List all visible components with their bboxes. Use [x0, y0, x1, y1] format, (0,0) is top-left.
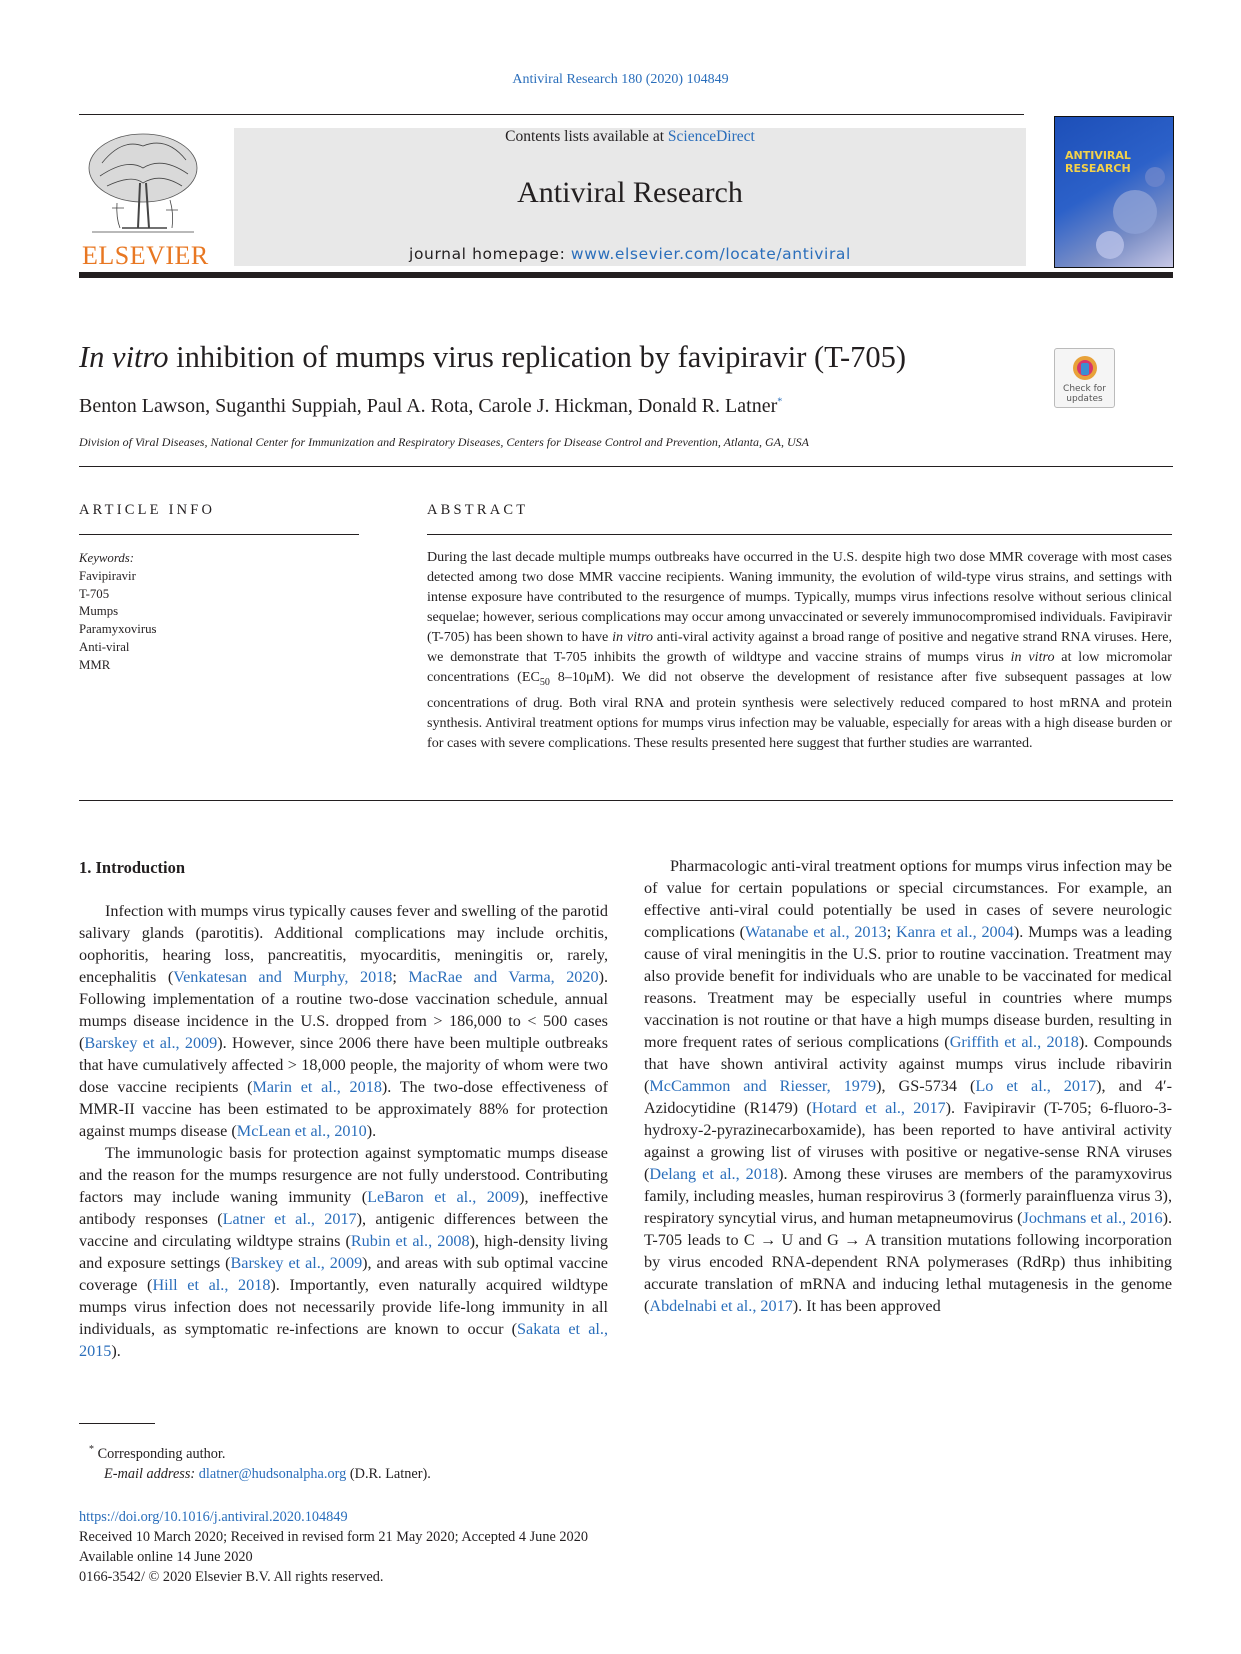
abstract-part: anti-viral activity against a broad range of positive and negative strand RNA viruses. Here, we demonstrate that T-705 inhibits the growth of wildtype and vaccine strains of mumps virus: [427, 629, 1172, 665]
body-left-column: [79, 900, 608, 1362]
doi-link[interactable]: https://doi.org/10.1016/j.antiviral.2020.104849: [79, 1509, 348, 1525]
citation-link[interactable]: Hotard et al., 2017: [811, 1099, 946, 1117]
citation-link[interactable]: Lo et al., 2017: [975, 1077, 1097, 1095]
keyword-item: Anti-viral: [79, 639, 130, 654]
citation-link[interactable]: Delang et al., 2018: [649, 1165, 779, 1183]
footnote-text: Corresponding author.: [94, 1445, 226, 1462]
cover-title-line1: ANTIVIRAL: [1065, 149, 1131, 162]
elsevier-tree-logo: [82, 128, 204, 240]
citation-link[interactable]: Abdelnabi et al., 2017: [649, 1297, 793, 1315]
citation-link[interactable]: Venkatesan and Murphy, 2018: [173, 968, 393, 986]
check-for-updates-button[interactable]: [1054, 348, 1115, 408]
contents-line: [234, 128, 1026, 146]
journal-cover-image: [1054, 116, 1174, 268]
affiliation: Division of Viral Diseases, National Center for Immunization and Respiratory Diseases, Centers for Disease Control and Prevention, Atlanta, GA, USA: [79, 435, 809, 449]
copyright: 0166-3542/ © 2020 Elsevier B.V. All rights reserved.: [79, 1569, 384, 1585]
citation-link[interactable]: Griffith et al., 2018: [949, 1033, 1079, 1051]
keywords-label: Keywords:: [79, 551, 134, 565]
title-rest: inhibition of mumps virus replication by favipiravir (T-705): [168, 340, 907, 374]
footnote-rule: [79, 1423, 155, 1424]
received-dates: Received 10 March 2020; Received in revised form 21 May 2020; Accepted 4 June 2020: [79, 1529, 588, 1545]
body-right-column: [644, 855, 1172, 1317]
citation-link[interactable]: Hill et al., 2018: [152, 1276, 271, 1294]
abstract-rule: [427, 534, 1172, 535]
contents-prefix: Contents lists available at: [505, 128, 668, 145]
citation-link[interactable]: Latner et al., 2017: [222, 1210, 357, 1228]
email-link[interactable]: dlatner@hudsonalpha.org: [198, 1465, 347, 1482]
citation-link[interactable]: Sakata et al., 2015: [79, 1320, 609, 1360]
journal-title: Antiviral Research: [517, 176, 743, 209]
keywords-block: [79, 550, 156, 675]
citation-link[interactable]: McCammon and Riesser, 1979: [649, 1077, 877, 1095]
keyword-item: MMR: [79, 657, 111, 672]
authors-text: Benton Lawson, Suganthi Suppiah, Paul A. Rota, Carole J. Hickman, Donald R. Latner: [79, 395, 778, 417]
abstract-part: During the last decade multiple mumps outbreaks have occurred in the U.S. despite high two dose MMR coverage with most cases detected among two dose MMR vaccine recipients. Waning immunity, the evolution of wild-type virus strains, and settings with intense exposure have contributed to the resurgence of mumps. Typically, mumps virus infections resolve without serious clinical sequelae; however, serious complications may occur among unvaccinated or severely immunocompromised individuals. Favipiravir (T-705) has been shown to have: [427, 549, 1172, 645]
homepage-link[interactable]: www.elsevier.com/locate/antiviral: [570, 245, 851, 263]
title-italic: In vitro: [79, 340, 169, 374]
abstract-subscript: 50: [539, 676, 550, 688]
intro-paragraph-2: The immunologic basis for protection against symptomatic mumps disease and the reason for the mumps resurgence are not fully understood. Contributing factors may include waning immunity (LeBaron et al., 2009), ineffective antibody responses (Latner et al., 2017), antigenic differences between the vaccine and circulating wildtype strains (Rubin et al., 2008), high-density living and exposure settings (Barskey et al., 2009), and areas with sub optimal vaccine coverage (Hill et al., 2018). Importantly, even naturally acquired wildtype mumps virus infection does not necessarily provide life-long immunity in all individuals, as symptomatic re-infections are known to occur (Sakata et al., 2015).: [79, 1144, 609, 1360]
citation-link[interactable]: Barskey et al., 2009: [230, 1254, 363, 1272]
email-suffix: (D.R. Latner).: [346, 1465, 431, 1482]
intro-paragraph-3: Pharmacologic anti-viral treatment options for mumps virus infection may be of value for certain populations or special circumstances. For example, an effective anti-viral could potentially be used in cases of severe neurologic complications (Watanabe et al., 2013; Kanra et al., 2004). Mumps was a leading cause of viral meningitis in the U.S. prior to routine vaccination. Treatment may also provide benefit for individuals who are unable to be vaccinated for medical reasons. Treatment may be especially useful in countries where mumps vaccination is not routine or that have a high mumps disease burden, resulting in more frequent rates of serious complications (Griffith et al., 2018). Compounds that have shown antiviral activity against mumps virus include ribavirin (McCammon and Riesser, 1979), GS-5734 (Lo et al., 2017), and 4′-Azidocytidine (R1479) (Hotard et al., 2017). Favipiravir (T-705; 6-fluoro-3-hydroxy-2-pyrazinecarboxamide), has been reported to have antiviral activity against a growing list of viruses with positive or negative-sense RNA viruses (Delang et al., 2018). Among these viruses are members of the paramyxovirus family, including measles, human respirovirus 3 (formerly parainfluenza virus 3), respiratory syncytial virus, and human metapneumovirus (Jochmans et al., 2016). T-705 leads to C → U and G → A transition mutations following incorporation by virus encoded RNA-dependent RNA polymerases (RdRp) thus inhibiting accurate translation of mRNA and inducing lethal mutagenesis in the genome (Abdelnabi et al., 2017). It has been approved: [644, 857, 1172, 1315]
corresponding-author-note: [79, 1440, 431, 1464]
article-info-heading: ARTICLE INFO: [79, 502, 216, 518]
keyword-item: Mumps: [79, 604, 119, 619]
citation-link[interactable]: Watanabe et al., 2013: [745, 923, 887, 941]
abstract-part: 8–10μM). We did not observe the development of resistance after five subsequent passages at low concentrations of drug. Both viral RNA and protein synthesis were selectively reduced compared to host mRNA and protein synthesis. Antiviral treatment options for mumps virus infection may be valuable, especially for areas with a high disease burden or for cases with severe complications. These results presented here suggest that further studies are warranted.: [427, 669, 1172, 751]
cover-title-line2: RESEARCH: [1065, 162, 1131, 175]
keyword-item: Favipiravir: [79, 568, 136, 583]
header-top-rule: [79, 114, 1024, 115]
citation-link[interactable]: Jochmans et al., 2016: [1022, 1209, 1163, 1227]
abstract-italic: in vitro: [612, 629, 653, 645]
introduction-heading: 1. Introduction: [79, 858, 186, 877]
abstract-bottom-rule: [79, 800, 1173, 801]
header-thick-rule: [79, 272, 1173, 278]
footnote: [79, 1440, 431, 1484]
publication-info: [79, 1507, 588, 1587]
citation-link[interactable]: MacRae and Varma, 2020: [408, 968, 599, 986]
citation-link[interactable]: Rubin et al., 2008: [350, 1232, 470, 1250]
abstract-part: at low micromolar concentrations (EC: [427, 649, 1172, 685]
abstract-italic: in vitro: [1010, 649, 1055, 665]
homepage-prefix: journal homepage:: [409, 245, 571, 263]
citation-link[interactable]: LeBaron et al., 2009: [367, 1188, 520, 1206]
citation-link[interactable]: Marin et al., 2018: [252, 1078, 382, 1096]
journal-homepage: [234, 245, 1026, 263]
citation-link[interactable]: Barskey et al., 2009: [84, 1034, 218, 1052]
elsevier-wordmark: ELSEVIER: [82, 241, 209, 270]
available-online: Available online 14 June 2020: [79, 1549, 253, 1565]
abstract-text: [427, 547, 1172, 753]
keyword-item: T-705: [79, 586, 110, 601]
article-title: [79, 340, 906, 375]
journal-reference[interactable]: Antiviral Research 180 (2020) 104849: [512, 72, 729, 87]
abstract-heading: ABSTRACT: [427, 502, 529, 518]
citation-link[interactable]: Kanra et al., 2004: [896, 923, 1014, 941]
author-list: [79, 395, 782, 418]
footnote-mark: *: [89, 1444, 94, 1455]
sciencedirect-link[interactable]: ScienceDirect: [667, 128, 755, 145]
check-updates-icon: [1072, 355, 1098, 381]
title-bottom-rule: [79, 466, 1173, 467]
email-label: E-mail address:: [104, 1465, 199, 1482]
article-info-rule: [79, 534, 359, 535]
email-line: [79, 1464, 431, 1484]
keyword-item: Paramyxovirus: [79, 622, 157, 637]
citation-link[interactable]: McLean et al., 2010: [236, 1122, 367, 1140]
cover-virus-art: [1055, 117, 1173, 267]
corresponding-author-mark[interactable]: *: [777, 396, 783, 408]
check-updates-label: Check for updates: [1063, 384, 1106, 404]
intro-paragraph-1: Infection with mumps virus typically causes fever and swelling of the parotid salivary glands (parotitis). Additional complications may include orchitis, oophoritis, hearing loss, pancreatitis, myocarditis, meningitis or, rarely, encephalitis (Venkatesan and Murphy, 2018; MacRae and Varma, 2020). Following implementation of a routine two-dose vaccination schedule, annual mumps disease incidence in the U.S. dropped from > 186,000 to < 500 cases (Barskey et al., 2009). However, since 2006 there have been multiple outbreaks that have cumulatively affected > 18,000 people, the majority of whom were two dose vaccine recipients (Marin et al., 2018). The two-dose effectiveness of MMR-II vaccine has been estimated to be approximately 88% for protection against mumps disease (McLean et al., 2010).: [79, 902, 609, 1140]
